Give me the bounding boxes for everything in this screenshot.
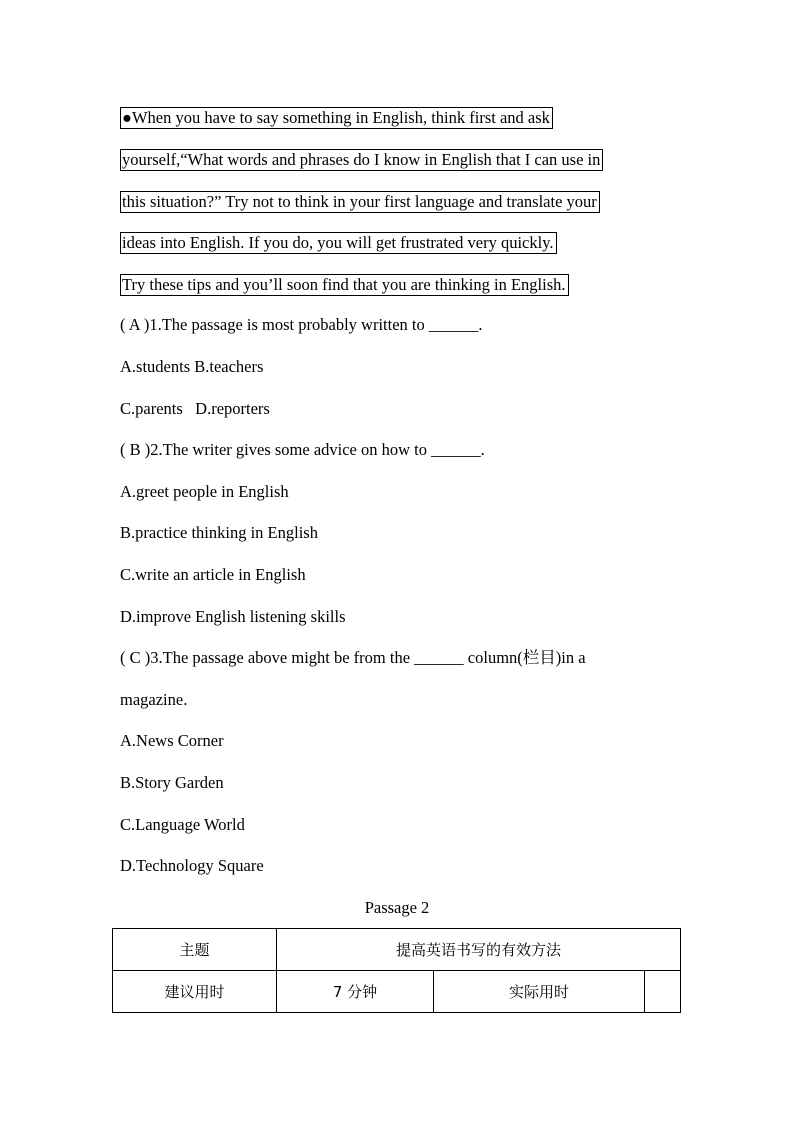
actual-time-value[interactable]: [645, 971, 681, 1013]
tips-line: [120, 107, 553, 129]
question-stem: ( B )2.The writer gives some advice on how to ______.: [120, 440, 485, 459]
table-row: [113, 971, 681, 1013]
question-option: C.Language World: [120, 815, 245, 834]
tips-text: yourself,“What words and phrases do I know in English that I can use in: [120, 149, 603, 171]
tips-text: ideas into English. If you do, you will get frustrated very quickly.: [120, 232, 557, 254]
tips-line: [120, 274, 569, 296]
question-option: D.Technology Square: [120, 856, 264, 875]
tips-text: Try these tips and you’ll soon find that you are thinking in English.: [120, 274, 569, 296]
suggested-time-value: 7 分钟: [277, 971, 434, 1013]
tips-line: [120, 191, 600, 213]
table-row: [113, 929, 681, 971]
question-stem-continued: magazine.: [120, 690, 188, 709]
question-option: B.practice thinking in English: [120, 523, 318, 542]
question-option: A.greet people in English: [120, 482, 289, 501]
tips-text: this situation?” Try not to think in your first language and translate your: [120, 191, 600, 213]
question-option: C.write an article in English: [120, 565, 306, 584]
tips-text: ●When you have to say something in English, think first and ask: [120, 107, 553, 129]
tips-line: [120, 149, 603, 171]
question-stem: ( C )3.The passage above might be from the ______ column(栏目)in a: [120, 648, 586, 667]
actual-time-label: 实际用时: [434, 971, 645, 1013]
question-option: B.Story Garden: [120, 773, 224, 792]
topic-label: 主题: [113, 929, 277, 971]
passage-2-title: Passage 2: [364, 898, 430, 917]
tips-line: [120, 232, 557, 254]
question-option: A.students B.teachers: [120, 357, 264, 376]
suggested-time-label: 建议用时: [113, 971, 277, 1013]
passage-info-table: [112, 928, 681, 1013]
question-stem: ( A )1.The passage is most probably written to ______.: [120, 315, 483, 334]
topic-value: 提高英语书写的有效方法: [277, 929, 681, 971]
question-option: D.improve English listening skills: [120, 607, 346, 626]
question-option: A.News Corner: [120, 731, 224, 750]
question-option: C.parents D.reporters: [120, 399, 270, 418]
